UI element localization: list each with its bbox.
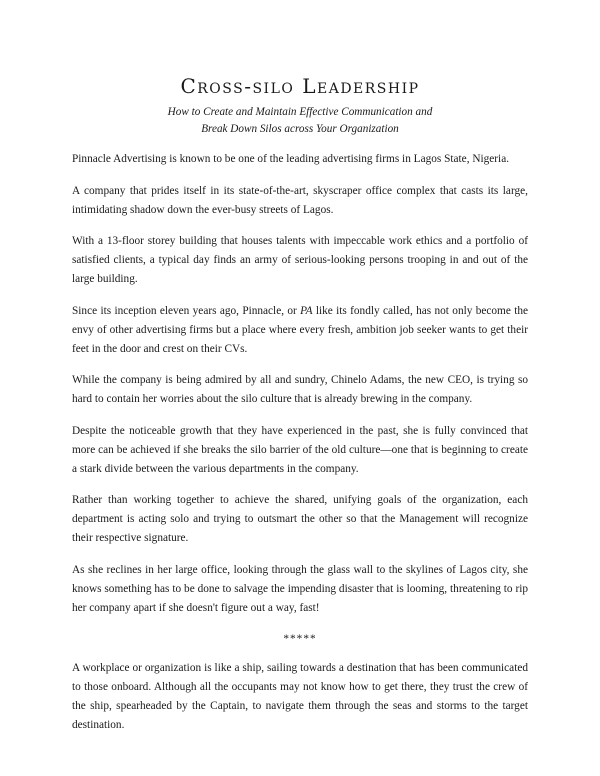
paragraph-5: While the company is being admired by all and sundry, Chinelo Adams, the new CEO, is trying so hard to contain her worries about the silo culture that is already brewing in the company. xyxy=(72,374,528,405)
section-separator: ***** xyxy=(283,633,317,645)
paragraph-4-text-b: like its fondly called, has not only become the envy of other advertising firms but a place where every fresh, ambition job seeker wants to get their feet in the door and crest on their CVs. xyxy=(72,304,528,355)
paragraph-9: A workplace or organization is like a ship, sailing towards a destination that has been communicated to those onboard. Although all the occupants may not know how to get there, they trust the crew of the ship, spearheaded by the Captain, to navigate them through the seas and storms to the target destination. xyxy=(72,662,528,731)
subtitle-line-2: Break Down Silos across Your Organization xyxy=(201,123,399,135)
paragraph-7: Rather than working together to achieve the shared, unifying goals of the organization, each department is acting solo and trying to outsmart the other so that the Management will recognize their respective signature. xyxy=(72,494,528,544)
paragraph-3: With a 13-floor storey building that houses talents with impeccable work ethics and a portfolio of satisfied clients, a typical day finds an army of serious-looking persons trooping in and out of the large building. xyxy=(72,235,528,285)
paragraph-1: Pinnacle Advertising is known to be one of the leading advertising firms in Lagos State, Nigeria. xyxy=(72,153,510,165)
document-title: Cross-silo Leadership xyxy=(180,74,420,98)
paragraph-4-text-a: Since its inception eleven years ago, Pinnacle, or xyxy=(72,304,301,317)
document-subtitle xyxy=(0,104,600,138)
subtitle-line-1: How to Create and Maintain Effective Communication and xyxy=(167,106,433,118)
document-body xyxy=(72,150,528,735)
paragraph-2: A company that prides itself in its state-of-the-art, skyscraper office complex that casts its large, intimidating shadow down the ever-busy streets of Lagos. xyxy=(72,184,528,216)
paragraph-6: Despite the noticeable growth that they have experienced in the past, she is fully convinced that more can be achieved if she breaks the silo barrier of the old culture—one that is beginning to create a stark divide between the various departments in the company. xyxy=(72,424,528,475)
paragraph-4 xyxy=(72,302,528,359)
paragraph-4-emphasis: PA xyxy=(300,304,313,317)
paragraph-8: As she reclines in her large office, looking through the glass wall to the skylines of Lagos city, she knows something has to be done to salvage the impending disaster that is looming, threatening to rip her company apart if she doesn't figure out a way, fast! xyxy=(72,563,528,614)
